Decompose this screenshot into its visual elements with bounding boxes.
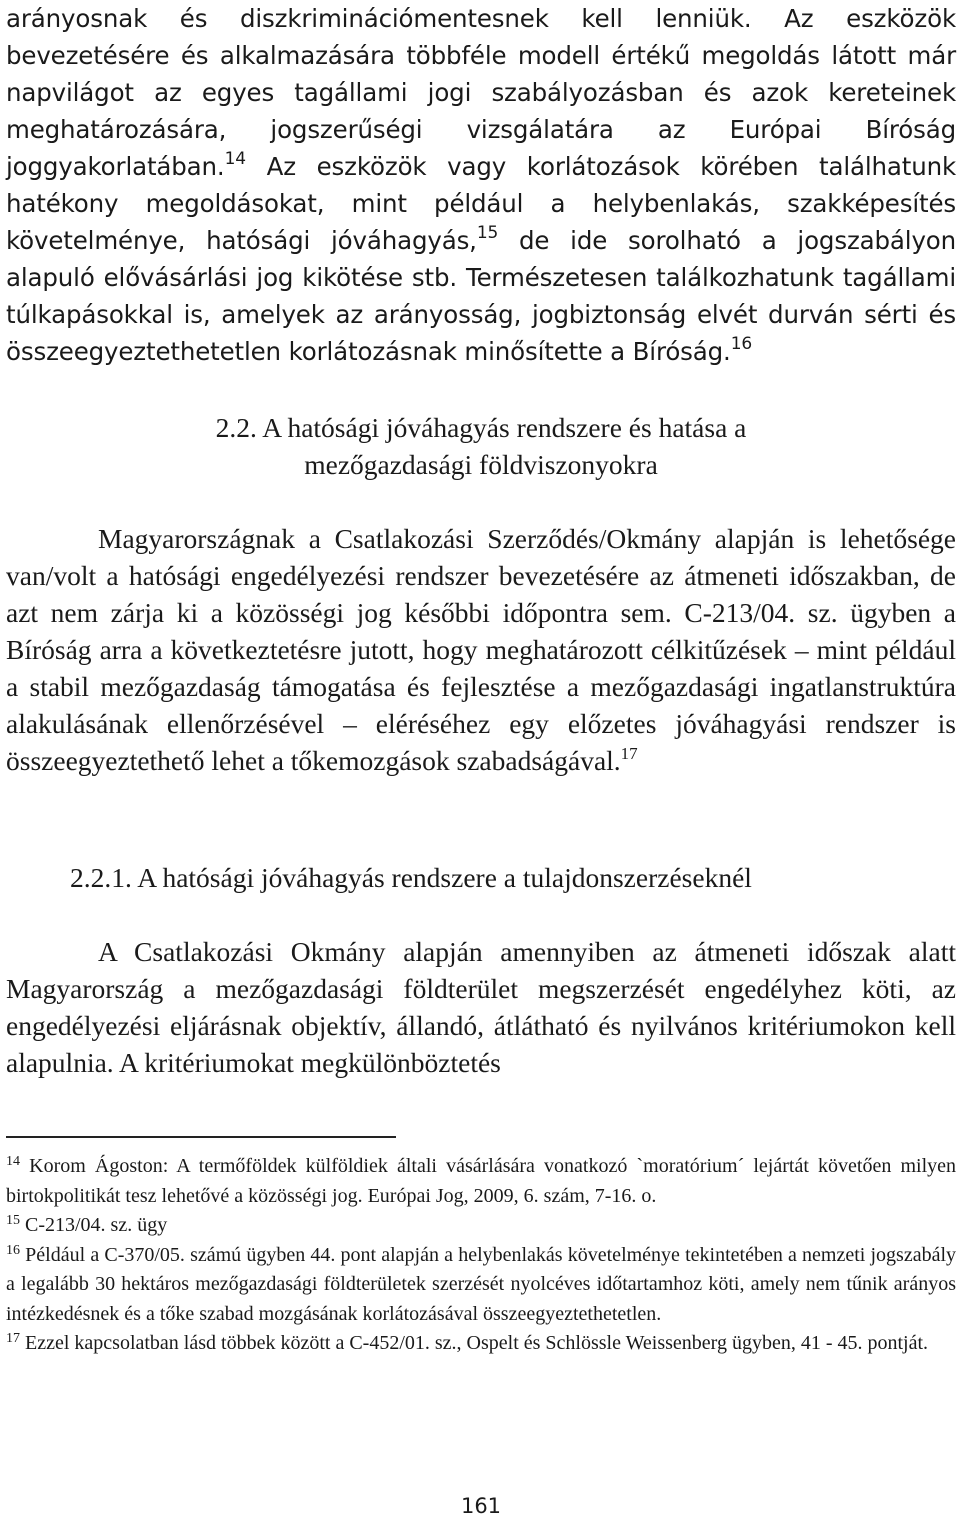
footnote-ref-17[interactable]: 17	[620, 744, 638, 763]
footnote-text: Például a C-370/05. számú ügyben 44. pont alapján a helybenlakás követelménye tekintetében a nemzeti jogszabály a legalább 30 hektáros mezőgazdasági földterületek szerzését nyolcéves időtartamhoz köti, amely nem tűnik arányos intézkedésnek és a tőke szabad mozgásának korlátozásával összeegyeztethetetlen.	[6, 1243, 957, 1325]
footnote-16	[6, 1241, 956, 1330]
footnote-text: Korom Ágoston: A termőföldek külföldiek általi vásárlására vonatkozó `moratórium´ lejártát követően milyen birtokpolitikát tesz lehetővé a közösségi jog. Európai Jog, 2009, 6. szám, 7-16. o.	[6, 1155, 956, 1207]
footnote-number: 14	[6, 1154, 20, 1169]
footnotes-section	[6, 1152, 956, 1359]
page-number: 161	[460, 1494, 502, 1518]
paragraph-1-text-a: arányosnak és diszkriminációmentesnek kell lenniük. Az eszközök bevezetésére és alkalmazására többféle modell értékű megoldás látott már napvilágot az egyes tagállami jogi szabályozásban és azok kereteinek meghatározására, jogszerűségi vizsgálatára az Európai Bíróság joggyakorlatában.	[6, 4, 956, 181]
paragraph-1-text-c: de ide sorolható a jogszabályon alapuló elővásárlási jog kikötése stb. Természetesen találkozhatunk tagállami túlkapásokkal is, amelyek az arányosság, jogbiztonság elvét durván sérti és összeegyeztethetetlen korlátozásnak minősítette a Bíróság.	[6, 226, 957, 366]
document-page	[6, 0, 956, 1534]
footnote-number: 15	[6, 1213, 20, 1228]
footnote-14	[6, 1152, 956, 1211]
footnote-text: C-213/04. sz. ügy	[25, 1214, 168, 1236]
section-heading-2-2: 2.2. A hatósági jóváhagyás rendszere és hatása a mezőgazdasági földviszonyokra	[215, 412, 747, 480]
body-paragraph-1	[6, 0, 956, 370]
footnote-ref-14[interactable]: 14	[224, 149, 246, 169]
footnote-ref-15[interactable]: 15	[476, 223, 499, 243]
footnote-divider	[6, 1136, 396, 1138]
footnote-number: 17	[6, 1331, 20, 1346]
section-heading-2-2-1: 2.2.1. A hatósági jóváhagyás rendszere a tulajdonszerzéseknél	[70, 862, 752, 893]
body-paragraph-3: A Csatlakozási Okmány alapján amennyiben az átmeneti időszak alatt Magyarország a mezőgazdasági földterület megszerzését engedélyhez köti, az engedélyezési eljárásnak objektív, állandó, átlátható és nyilvános kritériumokon kell alapulnia. A kritériumokat megkülönböztetés	[6, 936, 956, 1078]
footnote-17	[6, 1329, 956, 1359]
footnote-text: Ezzel kapcsolatban lásd többek között a C-452/01. sz., Ospelt és Schlössle Weissenberg ügyben, 41 - 45. pontját.	[25, 1332, 929, 1354]
footnote-number: 16	[6, 1242, 20, 1258]
footnote-15	[6, 1211, 956, 1241]
body-paragraph-2	[6, 520, 956, 779]
footnote-ref-16[interactable]: 16	[730, 334, 753, 354]
paragraph-1-text-b: Az eszközök vagy korlátozások körében találhatunk hatékony megoldásokat, mint például a helybenlakás, szakképesítés követelménye, hatósági jóváhagyás,	[6, 152, 957, 255]
paragraph-2-text: Magyarországnak a Csatlakozási Szerződés/Okmány alapján is lehetősége van/volt a hatósági engedélyezési rendszer bevezetésére az átmeneti időszakban, de azt nem zárja ki a közösségi jog későbbi időpontra sem. C-213/04. sz. ügyben a Bíróság arra a következtetésre jutott, hogy meghatározott célkitűzések – mint például a stabil mezőgazdaság támogatása és fejlesztése a mezőgazdasági ingatlanstruktúra alakulásának ellenőrzésével – eléréséhez egy előzetes jóváhagyási rendszer is összeegyeztethető lehet a tőkemozgások szabadságával.	[6, 523, 956, 776]
